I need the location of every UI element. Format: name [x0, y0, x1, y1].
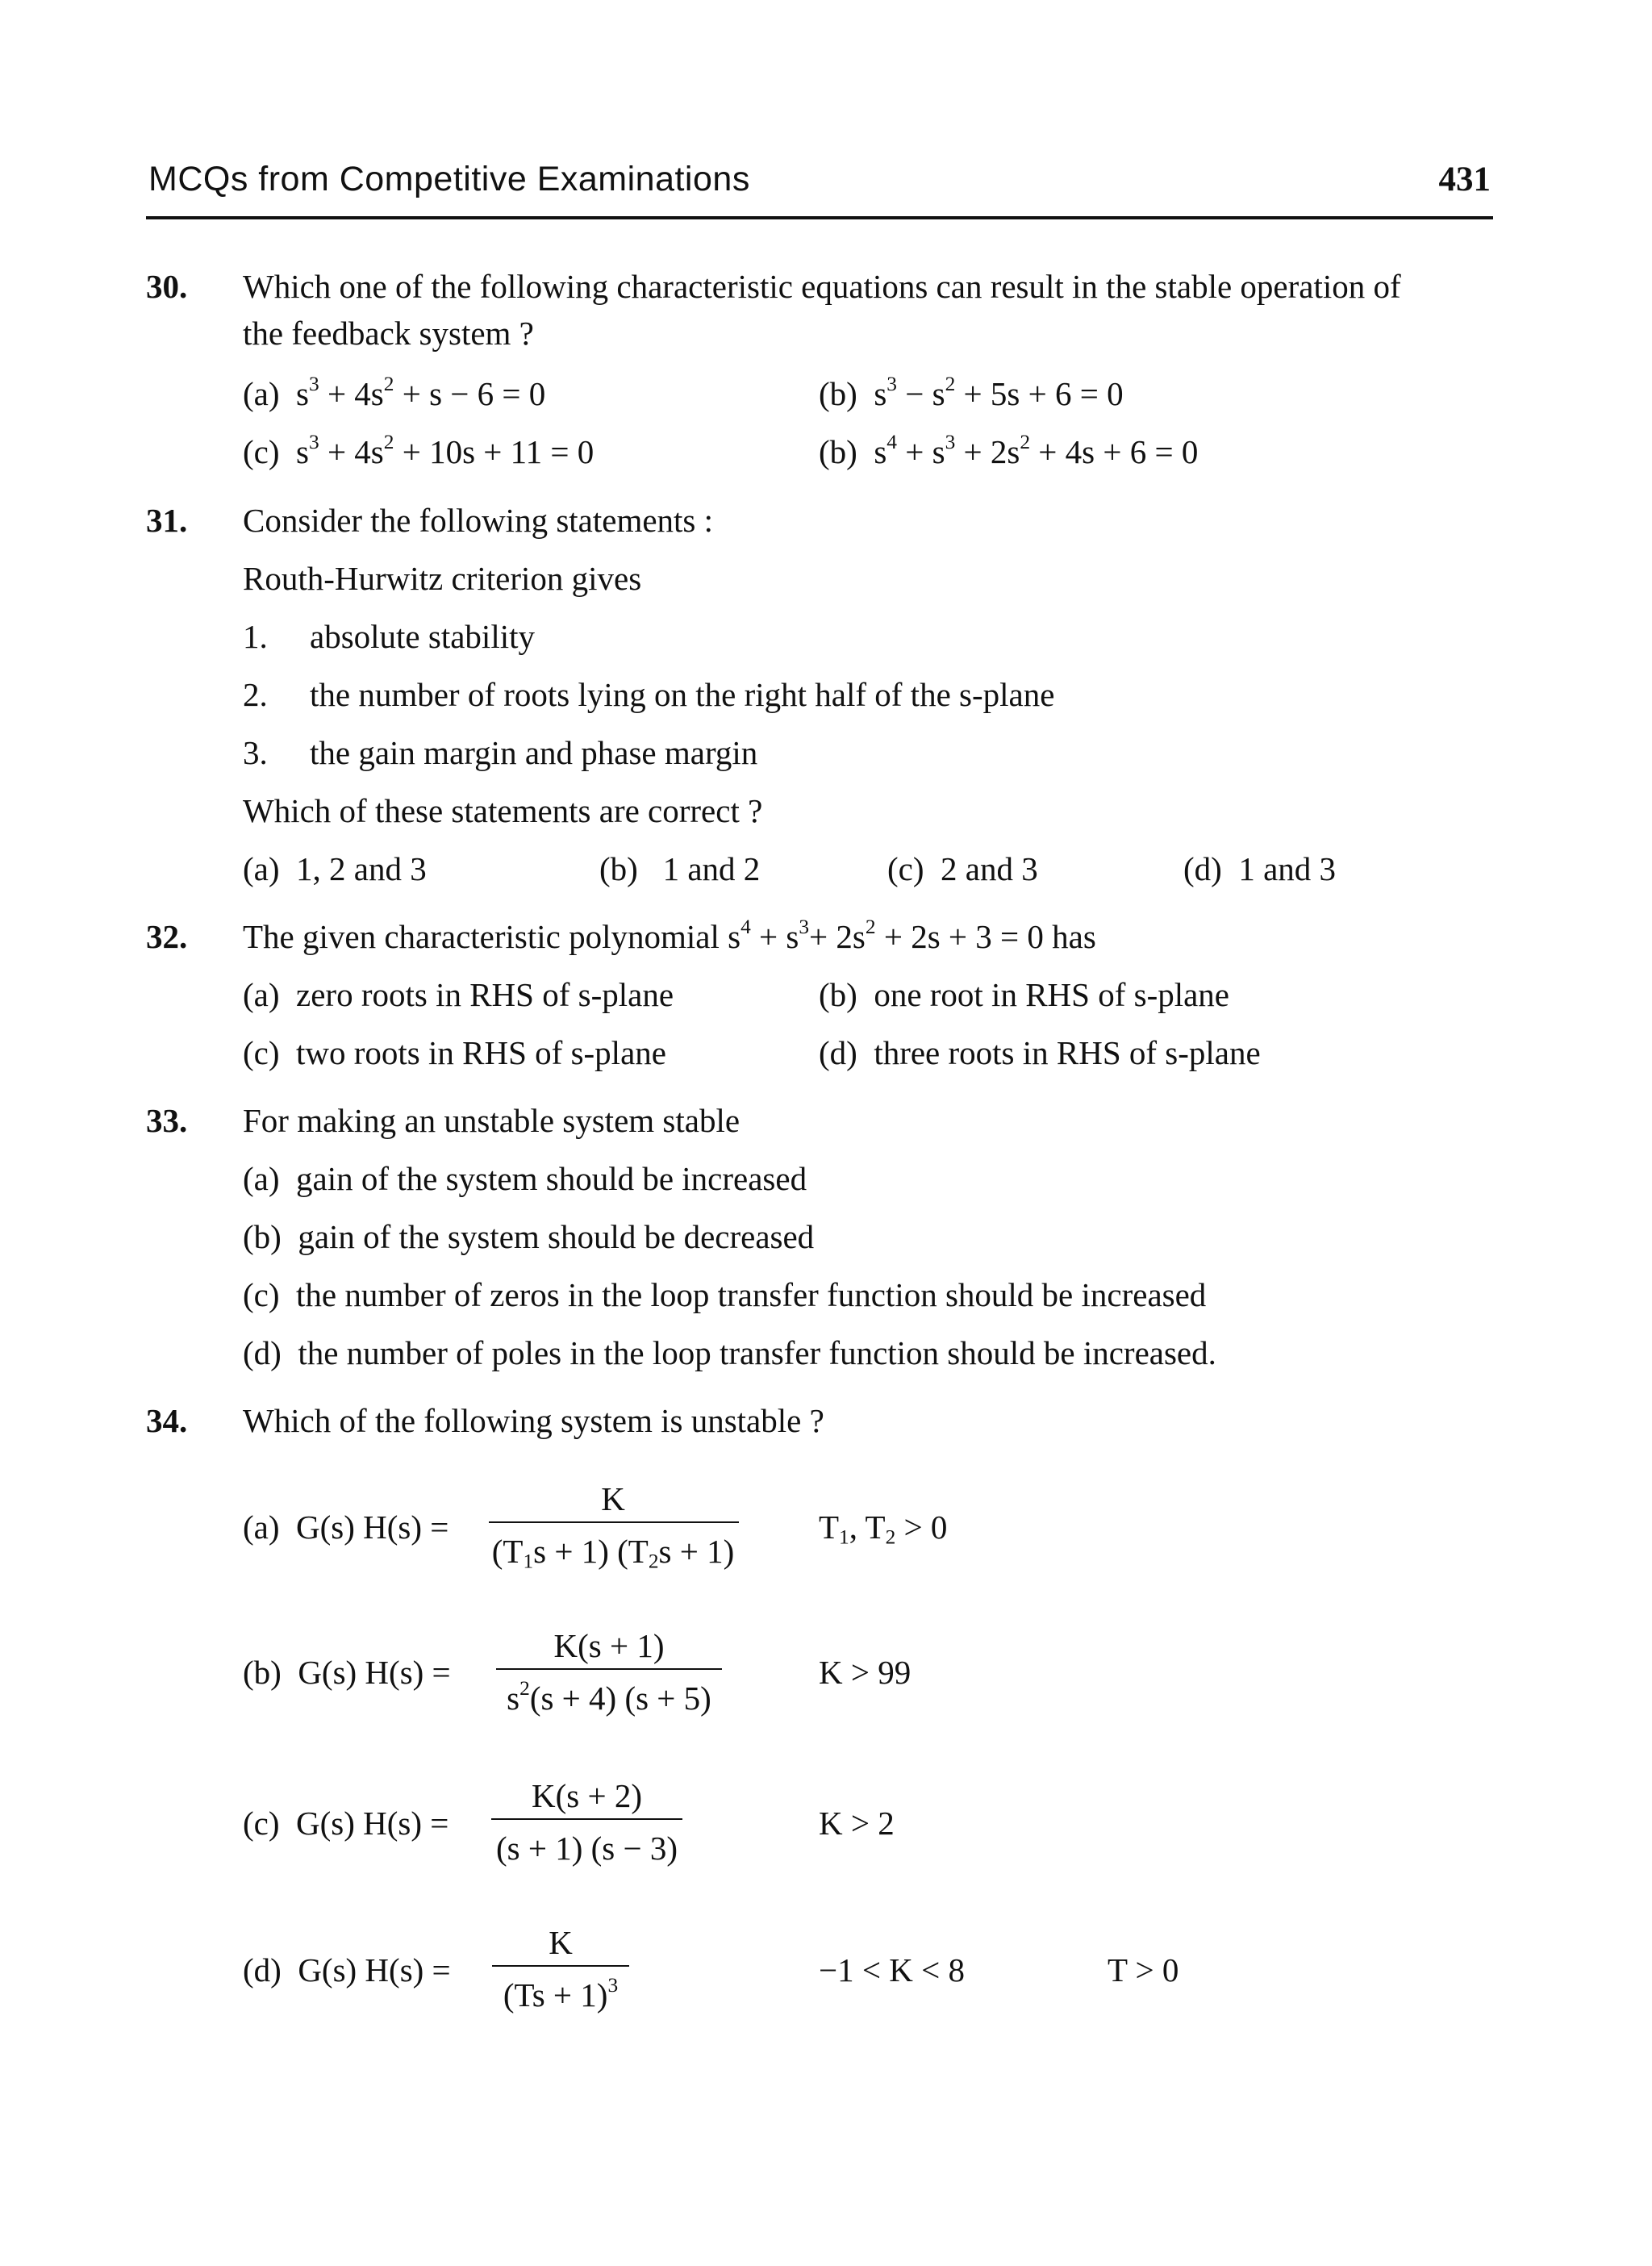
q34-c-fraction-bar	[491, 1818, 682, 1820]
q34-option-a-lhs: (a) G(s) H(s) =	[243, 1509, 449, 1546]
question-31-subtext: Routh-Hurwitz criterion gives	[243, 560, 642, 597]
q34-d-condition-2: T > 0	[1108, 1951, 1179, 1988]
question-33-text: For making an unstable system stable	[243, 1102, 740, 1139]
q32-option-a: (a) zero roots in RHS of s-plane	[243, 976, 674, 1013]
question-34-text: Which of the following system is unstable ?	[243, 1402, 824, 1439]
q33-option-b: (b) gain of the system should be decreased	[243, 1218, 815, 1255]
question-31-number: 31.	[146, 502, 188, 539]
q34-d-denominator: $(Ts + 1)^3$	[503, 1974, 619, 2014]
q31-option-b: (b) 1 and 2	[599, 850, 761, 887]
option-label: (b)	[819, 433, 857, 470]
option-label: (a)	[243, 375, 280, 412]
q34-c-condition: K > 2	[819, 1805, 895, 1842]
q34-option-b-lhs: (b) G(s) H(s) =	[243, 1654, 451, 1691]
running-header-title: MCQs from Competitive Examinations	[148, 160, 750, 198]
question-33-number: 33.	[146, 1102, 188, 1139]
q34-a-fraction-bar	[489, 1521, 739, 1523]
q31-statement-3: 3. the gain margin and phase margin	[243, 734, 758, 771]
q34-option-c-lhs: (c) G(s) H(s) =	[243, 1805, 449, 1842]
q30-option-b: (b) $s^3 - s^2 + 5s + 6 = 0$	[819, 373, 1124, 412]
question-30-number: 30.	[146, 268, 188, 305]
option-label: (c)	[243, 433, 280, 470]
question-32-text: The given characteristic polynomial $s^4 + s^3+ 2s^2 + 2s + 3 = 0$ has	[243, 916, 1096, 955]
q34-option-d-lhs: (d) G(s) H(s) =	[243, 1951, 451, 1988]
q34-d-condition: −1 < K < 8	[819, 1951, 965, 1988]
q34-a-numerator: K	[601, 1480, 625, 1517]
q31-question: Which of these statements are correct ?	[243, 792, 763, 829]
q32-option-d: (d) three roots in RHS of s-plane	[819, 1034, 1261, 1071]
page-number: 431	[1438, 161, 1491, 198]
q32-option-b: (b) one root in RHS of s-plane	[819, 976, 1230, 1013]
q34-d-fraction-bar	[492, 1965, 629, 1967]
q34-c-denominator: (s + 1) (s − 3)	[495, 1830, 678, 1867]
q31-option-d: (d) 1 and 3	[1183, 850, 1337, 887]
q34-a-denominator: $(T_1s + 1) (T_2s + 1)$	[491, 1533, 735, 1573]
question-31-text: Consider the following statements :	[243, 502, 714, 539]
question-34-number: 34.	[146, 1402, 188, 1439]
q31-statement-2: 2. the number of roots lying on the right half of the s-plane	[243, 676, 1055, 713]
q33-option-a: (a) gain of the system should be increased	[243, 1160, 807, 1197]
q34-c-numerator: K(s + 2)	[532, 1777, 642, 1814]
question-30-text-line1: Which one of the following characteristic equations can result in the stable operation of	[243, 268, 1401, 305]
q31-option-a: (a) 1, 2 and 3	[243, 850, 427, 887]
q34-b-fraction-bar	[496, 1668, 722, 1670]
q33-option-c: (c) the number of zeros in the loop transfer function should be increased	[243, 1276, 1207, 1313]
question-32-number: 32.	[146, 918, 188, 955]
q34-d-numerator: K	[549, 1924, 573, 1961]
q31-option-c: (c) 2 and 3	[887, 850, 1038, 887]
header-rule	[146, 216, 1493, 219]
question-30-text-line2: the feedback system ?	[243, 315, 534, 352]
q34-a-condition: $T_1$, $T_2 > 0$	[819, 1509, 948, 1549]
q34-b-condition: K > 99	[819, 1654, 912, 1691]
q30-option-d: (b) $s^4 + s^3 + 2s^2 + 4s + 6 = 0$	[819, 431, 1199, 470]
q33-option-d: (d) the number of poles in the loop transfer function should be increased.	[243, 1334, 1216, 1371]
q34-b-denominator: $s^2(s + 4) (s + 5)$	[507, 1677, 711, 1717]
q31-statement-1: 1. absolute stability	[243, 618, 535, 655]
q32-option-c: (c) two roots in RHS of s-plane	[243, 1034, 666, 1071]
option-label: (b)	[819, 375, 857, 412]
q30-option-c: (c) $s^3 + 4s^2 + 10s + 11 = 0$	[243, 431, 594, 470]
q34-b-numerator: K(s + 1)	[553, 1627, 665, 1664]
q30-option-a: (a) $s^3 + 4s^2 + s - 6 = 0$	[243, 373, 546, 412]
